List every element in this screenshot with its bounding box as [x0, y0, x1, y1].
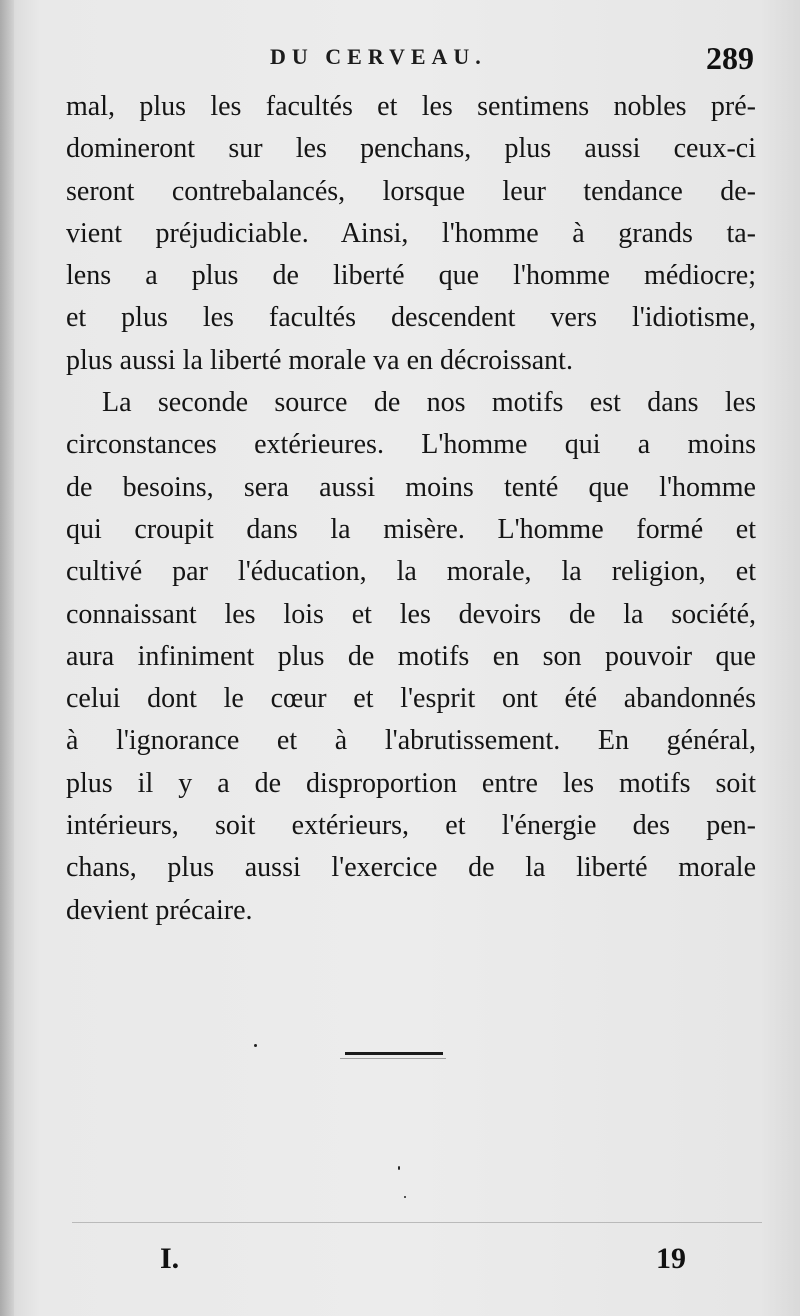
page-number: 289 [706, 40, 754, 76]
text-line: mal, plus les facultés et les sentimens nobles pré- [66, 91, 756, 122]
text-line: qui croupit dans la misère. L'homme formé et [66, 513, 756, 545]
text-line: à l'ignorance et à l'abrutissement. En général, [66, 725, 756, 757]
sheet-number: 19 [656, 1242, 686, 1275]
text-line: cultivé par l'éducation, la morale, la religion, et [66, 556, 756, 588]
text-line: lens a plus de liberté que l'homme médiocre; [66, 260, 756, 292]
text-line: et plus les facultés descendent vers l'idiotisme, [66, 302, 756, 334]
text-line: devient précaire. [66, 894, 253, 926]
ink-speck [254, 1044, 257, 1047]
text-line: aura infiniment plus de motifs en son pouvoir que [66, 640, 756, 672]
body-text [66, 86, 756, 932]
ink-speck [404, 1196, 406, 1198]
text-line: domineront sur les penchans, plus aussi ceux-ci [66, 133, 756, 165]
text-line: celui dont le cœur et l'esprit ont été abandonnés [66, 683, 756, 715]
signature-mark: I. [160, 1242, 180, 1275]
text-line: chans, plus aussi l'exercice de la liberté morale [66, 852, 756, 884]
running-title: DU CERVEAU. [270, 44, 487, 69]
section-end-rule [345, 1052, 443, 1055]
running-head [0, 40, 800, 80]
text-line: plus aussi la liberté morale va en décroissant. [66, 344, 573, 376]
text-line: seront contrebalancés, lorsque leur tendance de- [66, 175, 756, 207]
text-line: de besoins, sera aussi moins tenté que l'homme [66, 471, 756, 503]
text-line: circonstances extérieures. L'homme qui a moins [66, 429, 756, 461]
ink-speck [398, 1166, 400, 1170]
binding-shadow [0, 0, 14, 1316]
text-line: connaissant les lois et les devoirs de la société, [66, 598, 756, 630]
text-line: vient préjudiciable. Ainsi, l'homme à grands ta- [66, 217, 756, 249]
footer-faint-line [72, 1222, 762, 1223]
text-line: intérieurs, soit extérieurs, et l'énergie des pen- [66, 810, 756, 842]
section-end-rule-shadow [340, 1058, 446, 1059]
paragraph-first-line: La seconde source de nos motifs est dans les [102, 387, 756, 419]
text-line: plus il y a de disproportion entre les motifs soit [66, 767, 756, 799]
